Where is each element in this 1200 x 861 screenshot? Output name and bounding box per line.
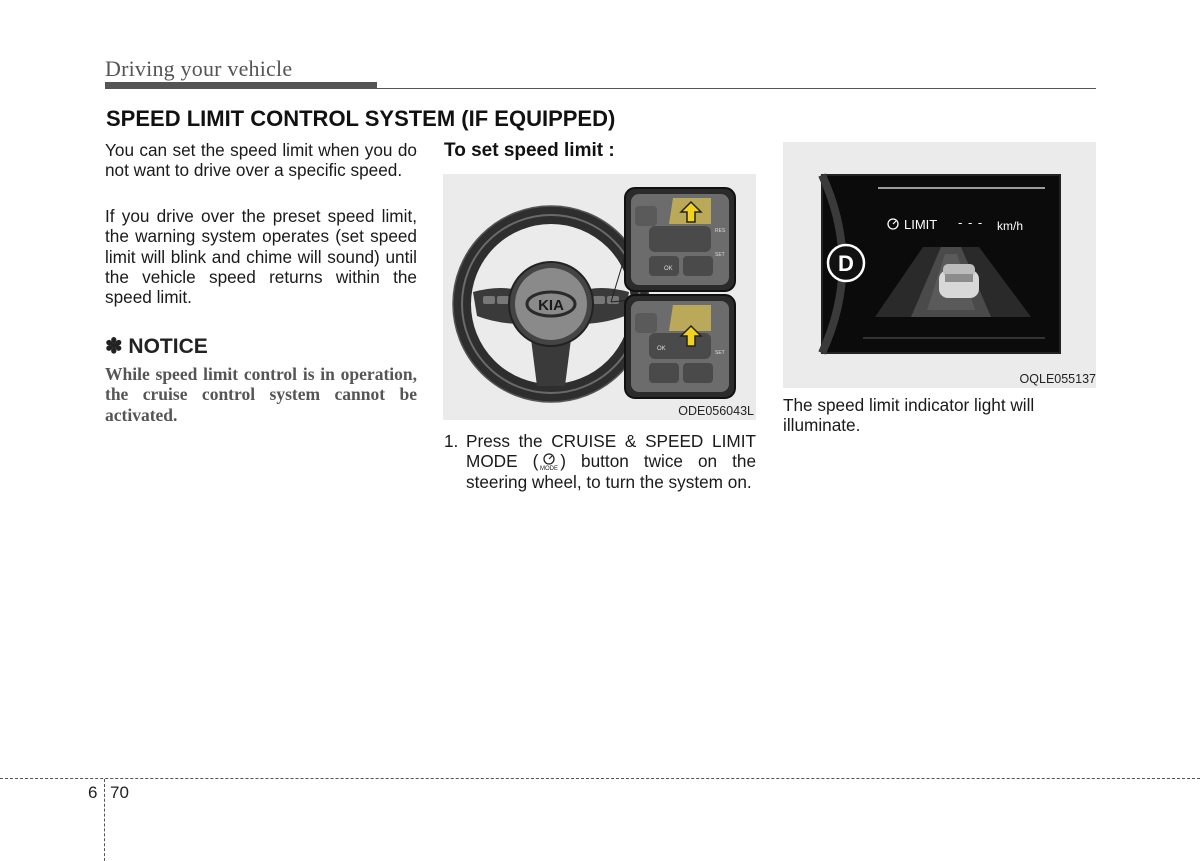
chapter-number: 6 bbox=[88, 783, 98, 802]
header-rule bbox=[377, 88, 1096, 89]
set-speed-limit-heading: To set speed limit : bbox=[444, 140, 615, 161]
footer-rule bbox=[0, 778, 1200, 779]
intro-paragraph-2: If you drive over the preset speed limit, the warning system operates (set speed limit will blink and chime will sound) until the vehicle speed returns within the speed limit. bbox=[105, 206, 417, 308]
button-inset-top bbox=[625, 188, 735, 291]
notice-heading: ✽ NOTICE bbox=[105, 335, 208, 358]
steering-wheel-figure bbox=[443, 174, 756, 420]
figure-2-caption: OQLE055137 bbox=[1019, 372, 1096, 386]
speed-unit: km/h bbox=[997, 219, 1024, 233]
svg-text:RES: RES bbox=[715, 228, 726, 234]
step-1-text: Press the CRUISE & SPEED LIMIT MODE ( MODE ) button twice on the steering wheel, to turn the system on. bbox=[466, 431, 757, 492]
gear-indicator: D bbox=[838, 251, 854, 276]
steering-wheel-illustration bbox=[443, 174, 756, 420]
cluster-description: The speed limit indicator light will illuminate. bbox=[783, 395, 1035, 436]
cruise-mode-icon bbox=[538, 453, 560, 471]
chapter-title: Driving your vehicle bbox=[105, 56, 293, 81]
svg-text:SET: SET bbox=[715, 350, 725, 356]
svg-text:SET: SET bbox=[715, 252, 725, 258]
speed-value: - - - bbox=[958, 215, 984, 230]
limit-label: LIMIT bbox=[904, 217, 938, 232]
svg-text:MODE: MODE bbox=[540, 466, 559, 472]
step-1-number: 1. bbox=[444, 431, 459, 451]
intro-paragraph-1: You can set the speed limit when you do not want to drive over a specific speed. bbox=[105, 140, 417, 181]
header-bar bbox=[105, 82, 377, 89]
figure-1-caption: ODE056043L bbox=[678, 404, 754, 418]
notice-text: While speed limit control is in operation, the cruise control system cannot be activated. bbox=[105, 364, 417, 425]
page-number: 70 bbox=[110, 783, 129, 802]
section-title: SPEED LIMIT CONTROL SYSTEM (IF EQUIPPED) bbox=[106, 106, 616, 131]
cluster-figure bbox=[783, 142, 1096, 388]
kia-logo: KIA bbox=[538, 297, 564, 314]
svg-text:OK: OK bbox=[664, 266, 673, 272]
button-inset-bottom bbox=[625, 295, 735, 398]
instrument-cluster-illustration bbox=[783, 142, 1096, 388]
svg-text:OK: OK bbox=[657, 346, 666, 352]
footer-divider bbox=[104, 779, 105, 861]
